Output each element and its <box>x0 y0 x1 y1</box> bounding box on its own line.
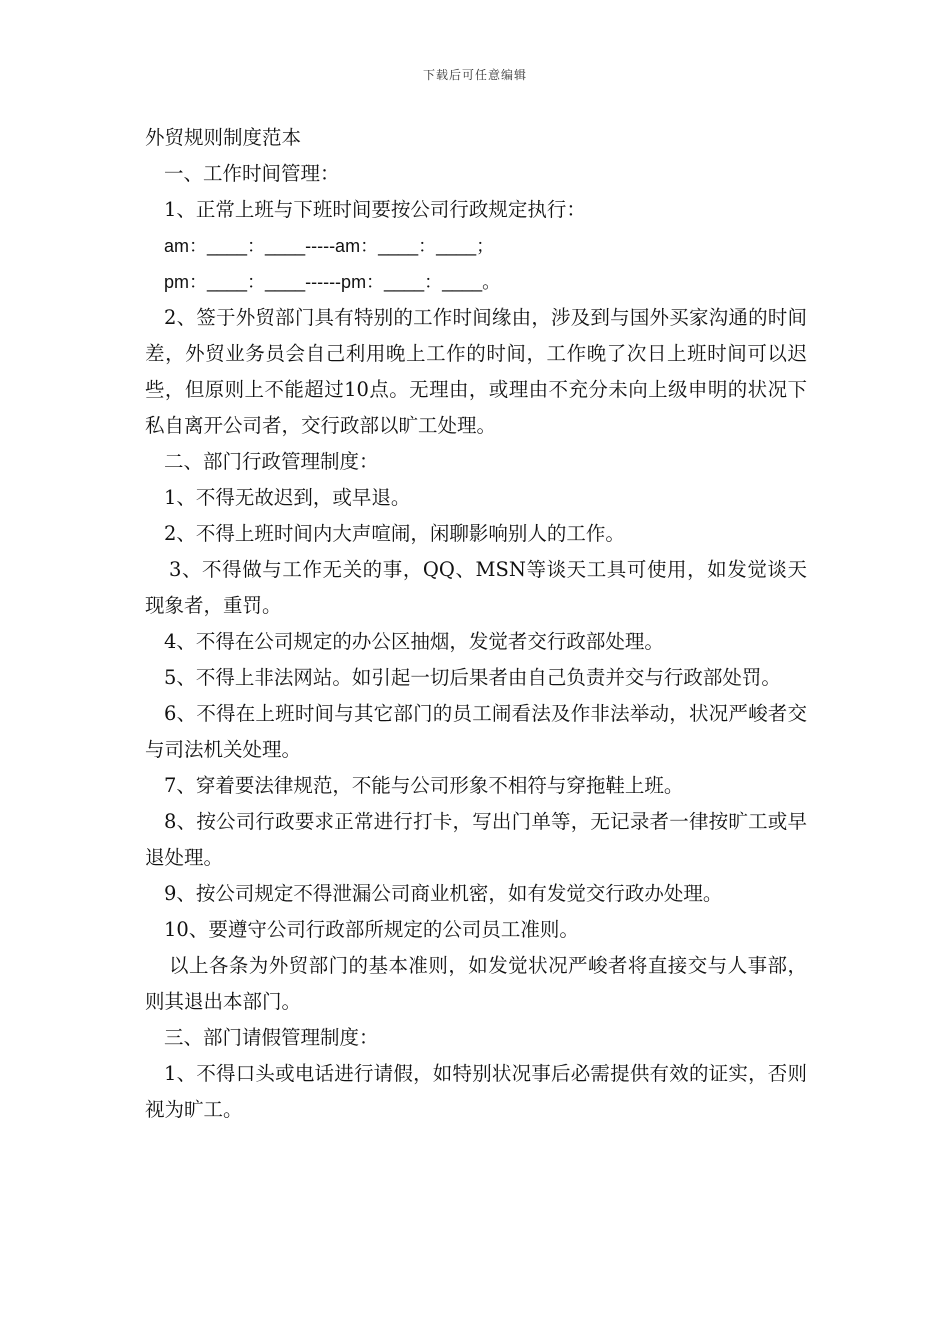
list-item-8-clock-in: 8、按公司行政要求正常进行打卡，写出门单等，无记录者一律按旷工或早退处理。 <box>145 810 807 869</box>
document-title: 外贸规则制度范本 <box>145 126 302 149</box>
list-item-1-no-lateness: 1、不得无故迟到，或早退。 <box>164 486 411 509</box>
list-item-2-no-noise: 2、不得上班时间内大声喧闹，闲聊影响别人的工作。 <box>164 522 625 545</box>
list-item-7-dress-code: 7、穿着要法律规范，不能与公司形象不相符与穿拖鞋上班。 <box>164 774 684 797</box>
list-item-1-office-hours: 1、正常上班与下班时间要按公司行政规定执行： <box>164 198 586 221</box>
page-header: 下载后可任意编辑 <box>422 68 527 82</box>
list-item-3-no-unrelated-work: 3、不得做与工作无关的事，QQ、MSN等谈天工具可使用，如发觉谈天现象者，重罚。 <box>145 558 807 617</box>
summary-paragraph: 以上各条为外贸部门的基本准则，如发觉状况严峻者将直接交与人事部，则其退出本部门。 <box>145 954 807 1013</box>
section-heading-work-time: 一、工作时间管理： <box>164 162 340 185</box>
list-item-1-leave-request: 1、不得口头或电话进行请假，如特别状况事后必需提供有效的证实，否则视为旷工。 <box>145 1062 807 1121</box>
pm-time-fill-line: pm：____：____------pm：____：____。 <box>164 272 501 292</box>
section-heading-leave-rules: 三、部门请假管理制度： <box>164 1026 379 1049</box>
list-item-6-no-disputes: 6、不得在上班时间与其它部门的员工闹看法及作非法举动，状况严峻者交与司法机关处理。 <box>145 702 807 761</box>
list-item-2-time-difference: 2、签于外贸部门具有特别的工作时间缘由，涉及到与国外买家沟通的时间差，外贸业务员会自己利用晚上工作的时间，工作晚了次日上班时间可以迟些，但原则上不能超过10点。无理由，或理由不充分未向上级申明的状况下私自离开公司者，交行政部以旷工处理。 <box>145 306 807 437</box>
list-item-5-no-illegal-sites: 5、不得上非法网站。如引起一切后果者由自己负责并交与行政部处罚。 <box>164 666 781 689</box>
document-body <box>145 120 807 1128</box>
list-item-4-no-smoking: 4、不得在公司规定的办公区抽烟，发觉者交行政部处理。 <box>164 630 664 653</box>
list-item-10-employee-rules: 10、要遵守公司行政部所规定的公司员工准则。 <box>164 918 579 941</box>
section-heading-admin-rules: 二、部门行政管理制度： <box>164 450 379 473</box>
list-item-9-confidentiality: 9、按公司规定不得泄漏公司商业机密，如有发觉交行政办处理。 <box>164 882 723 905</box>
am-time-fill-line: am：____：____-----am：____：____； <box>164 236 495 256</box>
